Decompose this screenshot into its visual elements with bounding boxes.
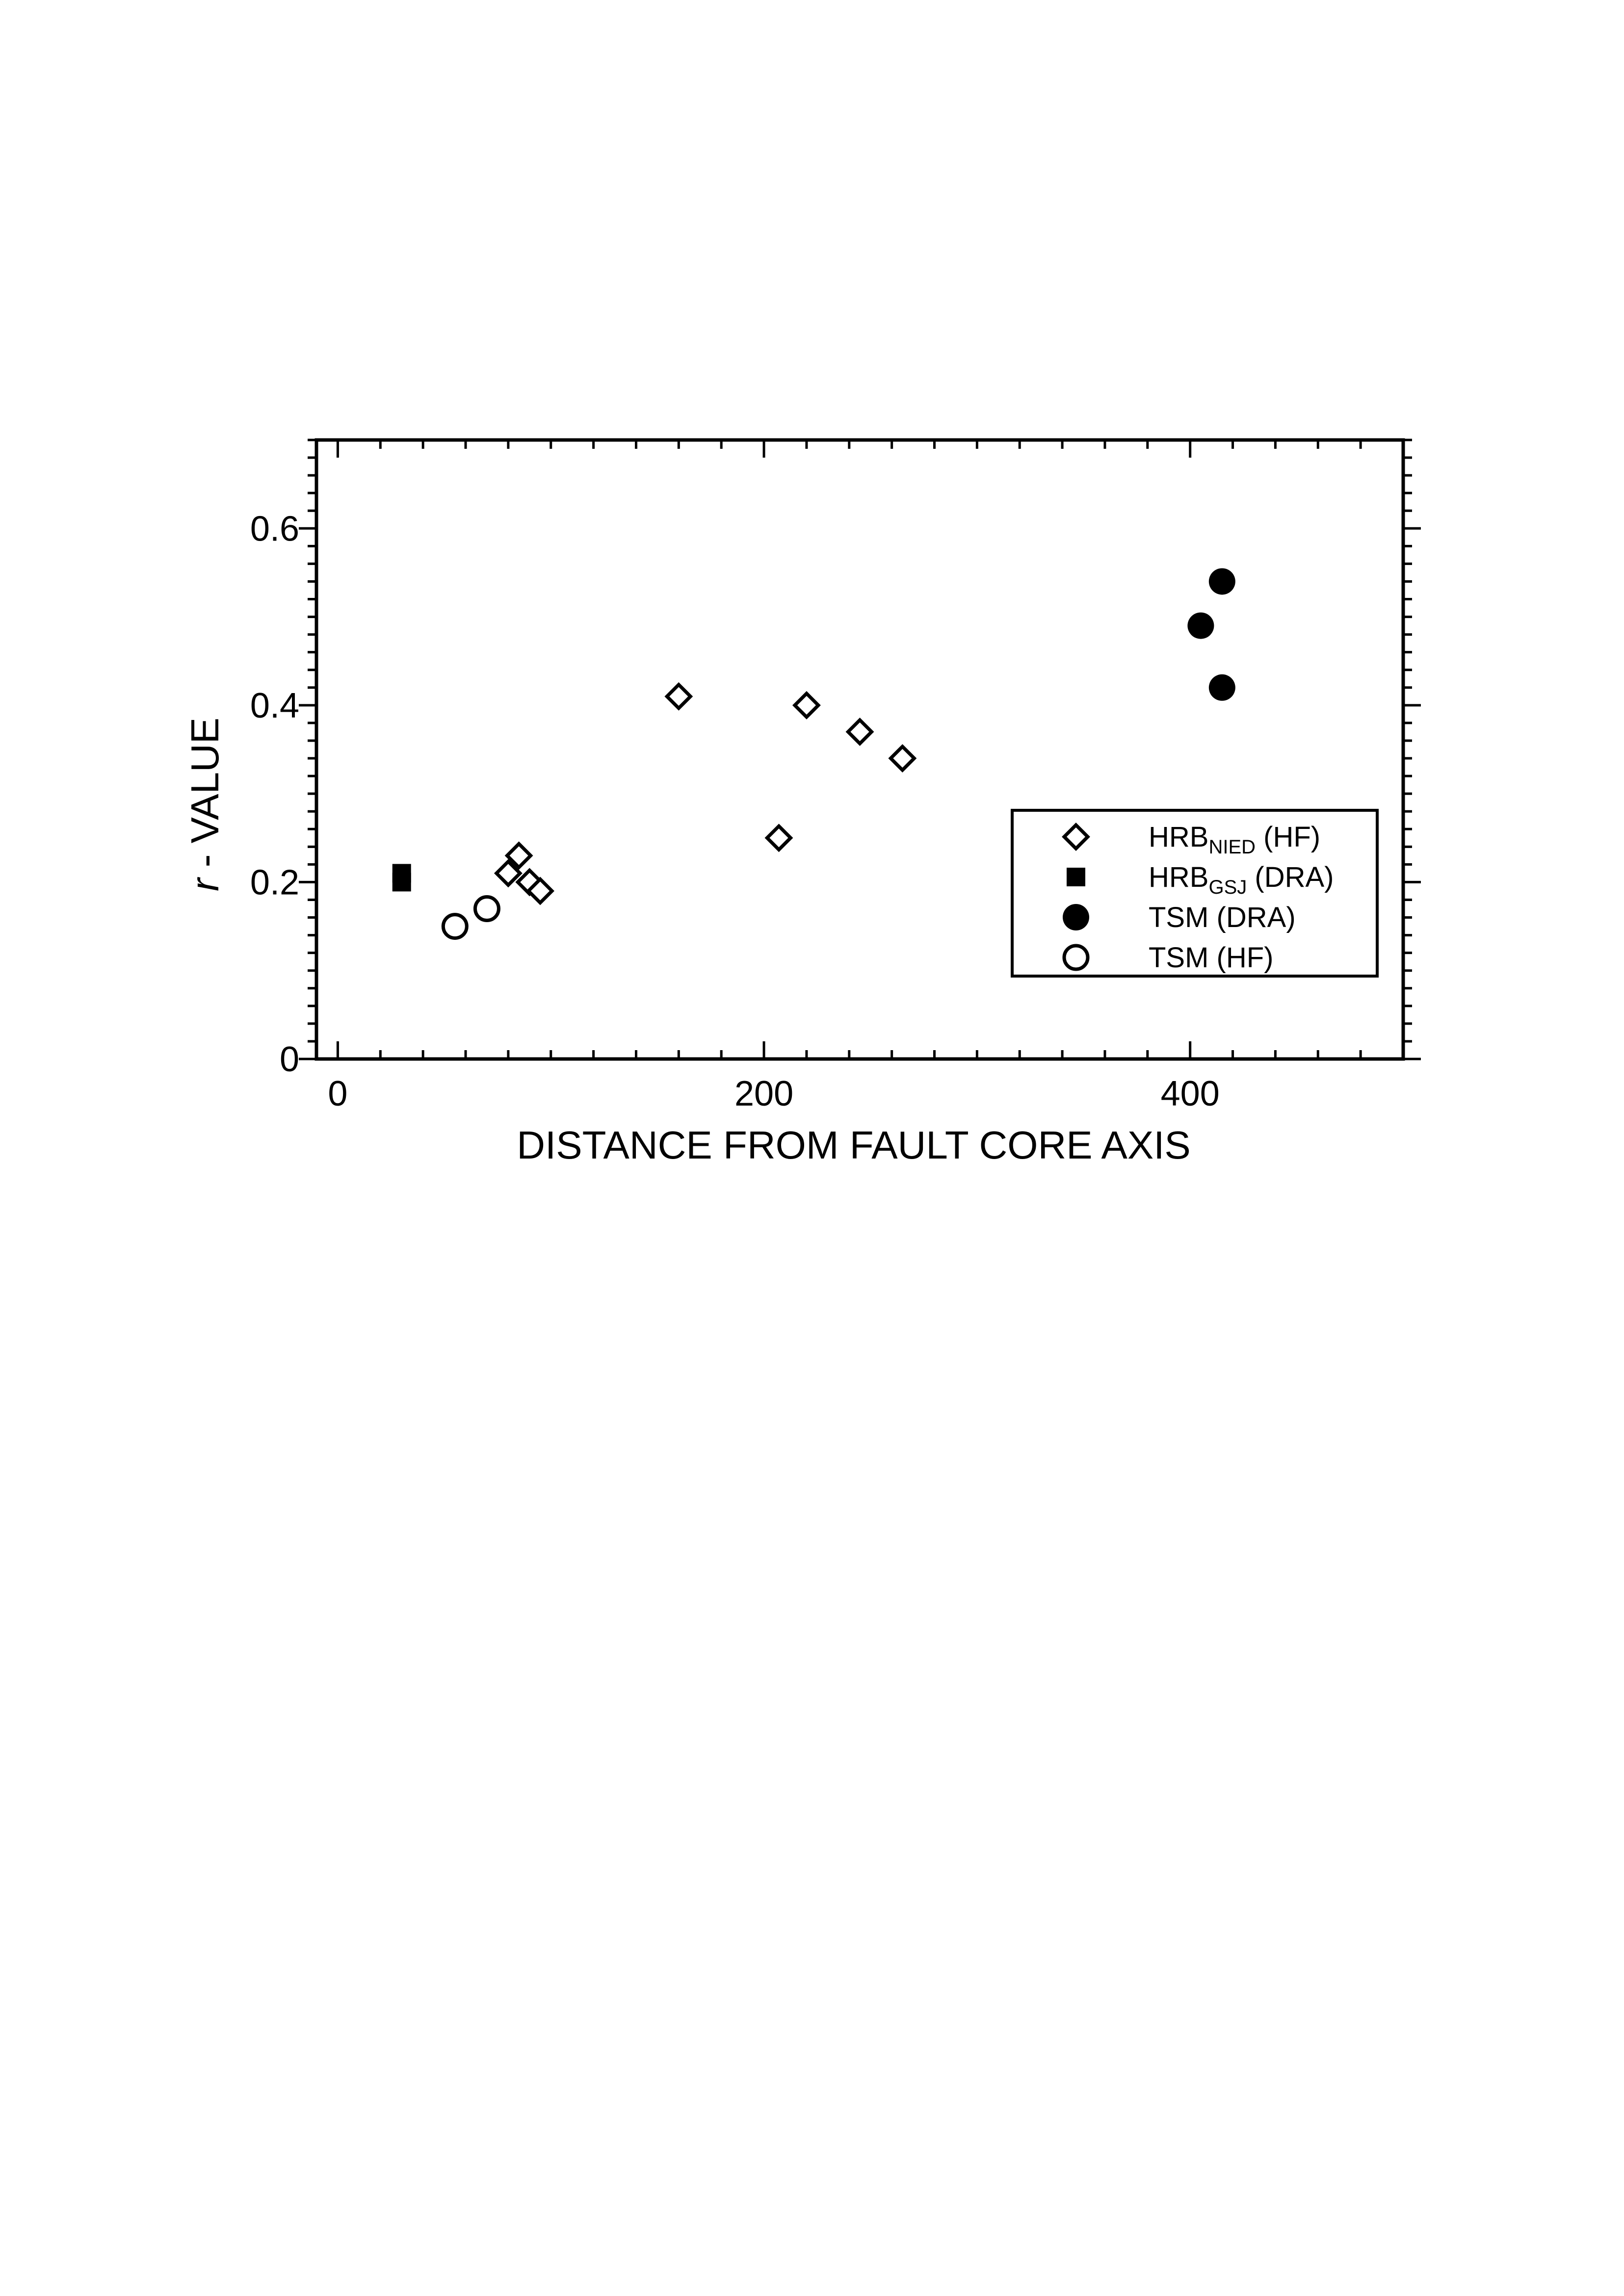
legend-label-2: $HRB_{GSJ}$ (DRA): [1149, 861, 1334, 898]
y-axis-title-rest: - VALUE: [183, 717, 227, 878]
legend-marker-4: [1064, 946, 1088, 969]
data-point-series-4: [475, 897, 498, 921]
legend-marker-2: [1067, 868, 1085, 886]
data-point-series-4: [443, 915, 467, 938]
data-point-series-3: [1187, 613, 1214, 639]
y-tick-label: 0.6: [250, 509, 299, 549]
data-point-series-2: [393, 873, 411, 891]
x-tick-label: 200: [734, 1074, 794, 1113]
y-tick-label: 0.2: [250, 863, 299, 903]
x-tick-label: 0: [328, 1074, 348, 1113]
legend: [1012, 810, 1377, 976]
legend-label-4: TSM (HF): [1149, 942, 1274, 974]
legend-marker-3: [1063, 904, 1089, 930]
y-axis-title: [183, 718, 227, 891]
x-tick-label: 400: [1160, 1074, 1220, 1113]
legend-label-1: $HRB_{NIED}$ (HF): [1149, 821, 1321, 858]
y-tick-label: 0: [279, 1040, 299, 1079]
data-point-series-3: [1209, 674, 1235, 701]
y-tick-label: 0.4: [250, 686, 299, 725]
legend-label-3: TSM (DRA): [1149, 902, 1296, 933]
x-axis-title: DISTANCE FROM FAULT CORE AXIS: [517, 1123, 1191, 1167]
y-axis-title-italic: r: [183, 878, 227, 892]
data-point-series-3: [1209, 568, 1235, 594]
